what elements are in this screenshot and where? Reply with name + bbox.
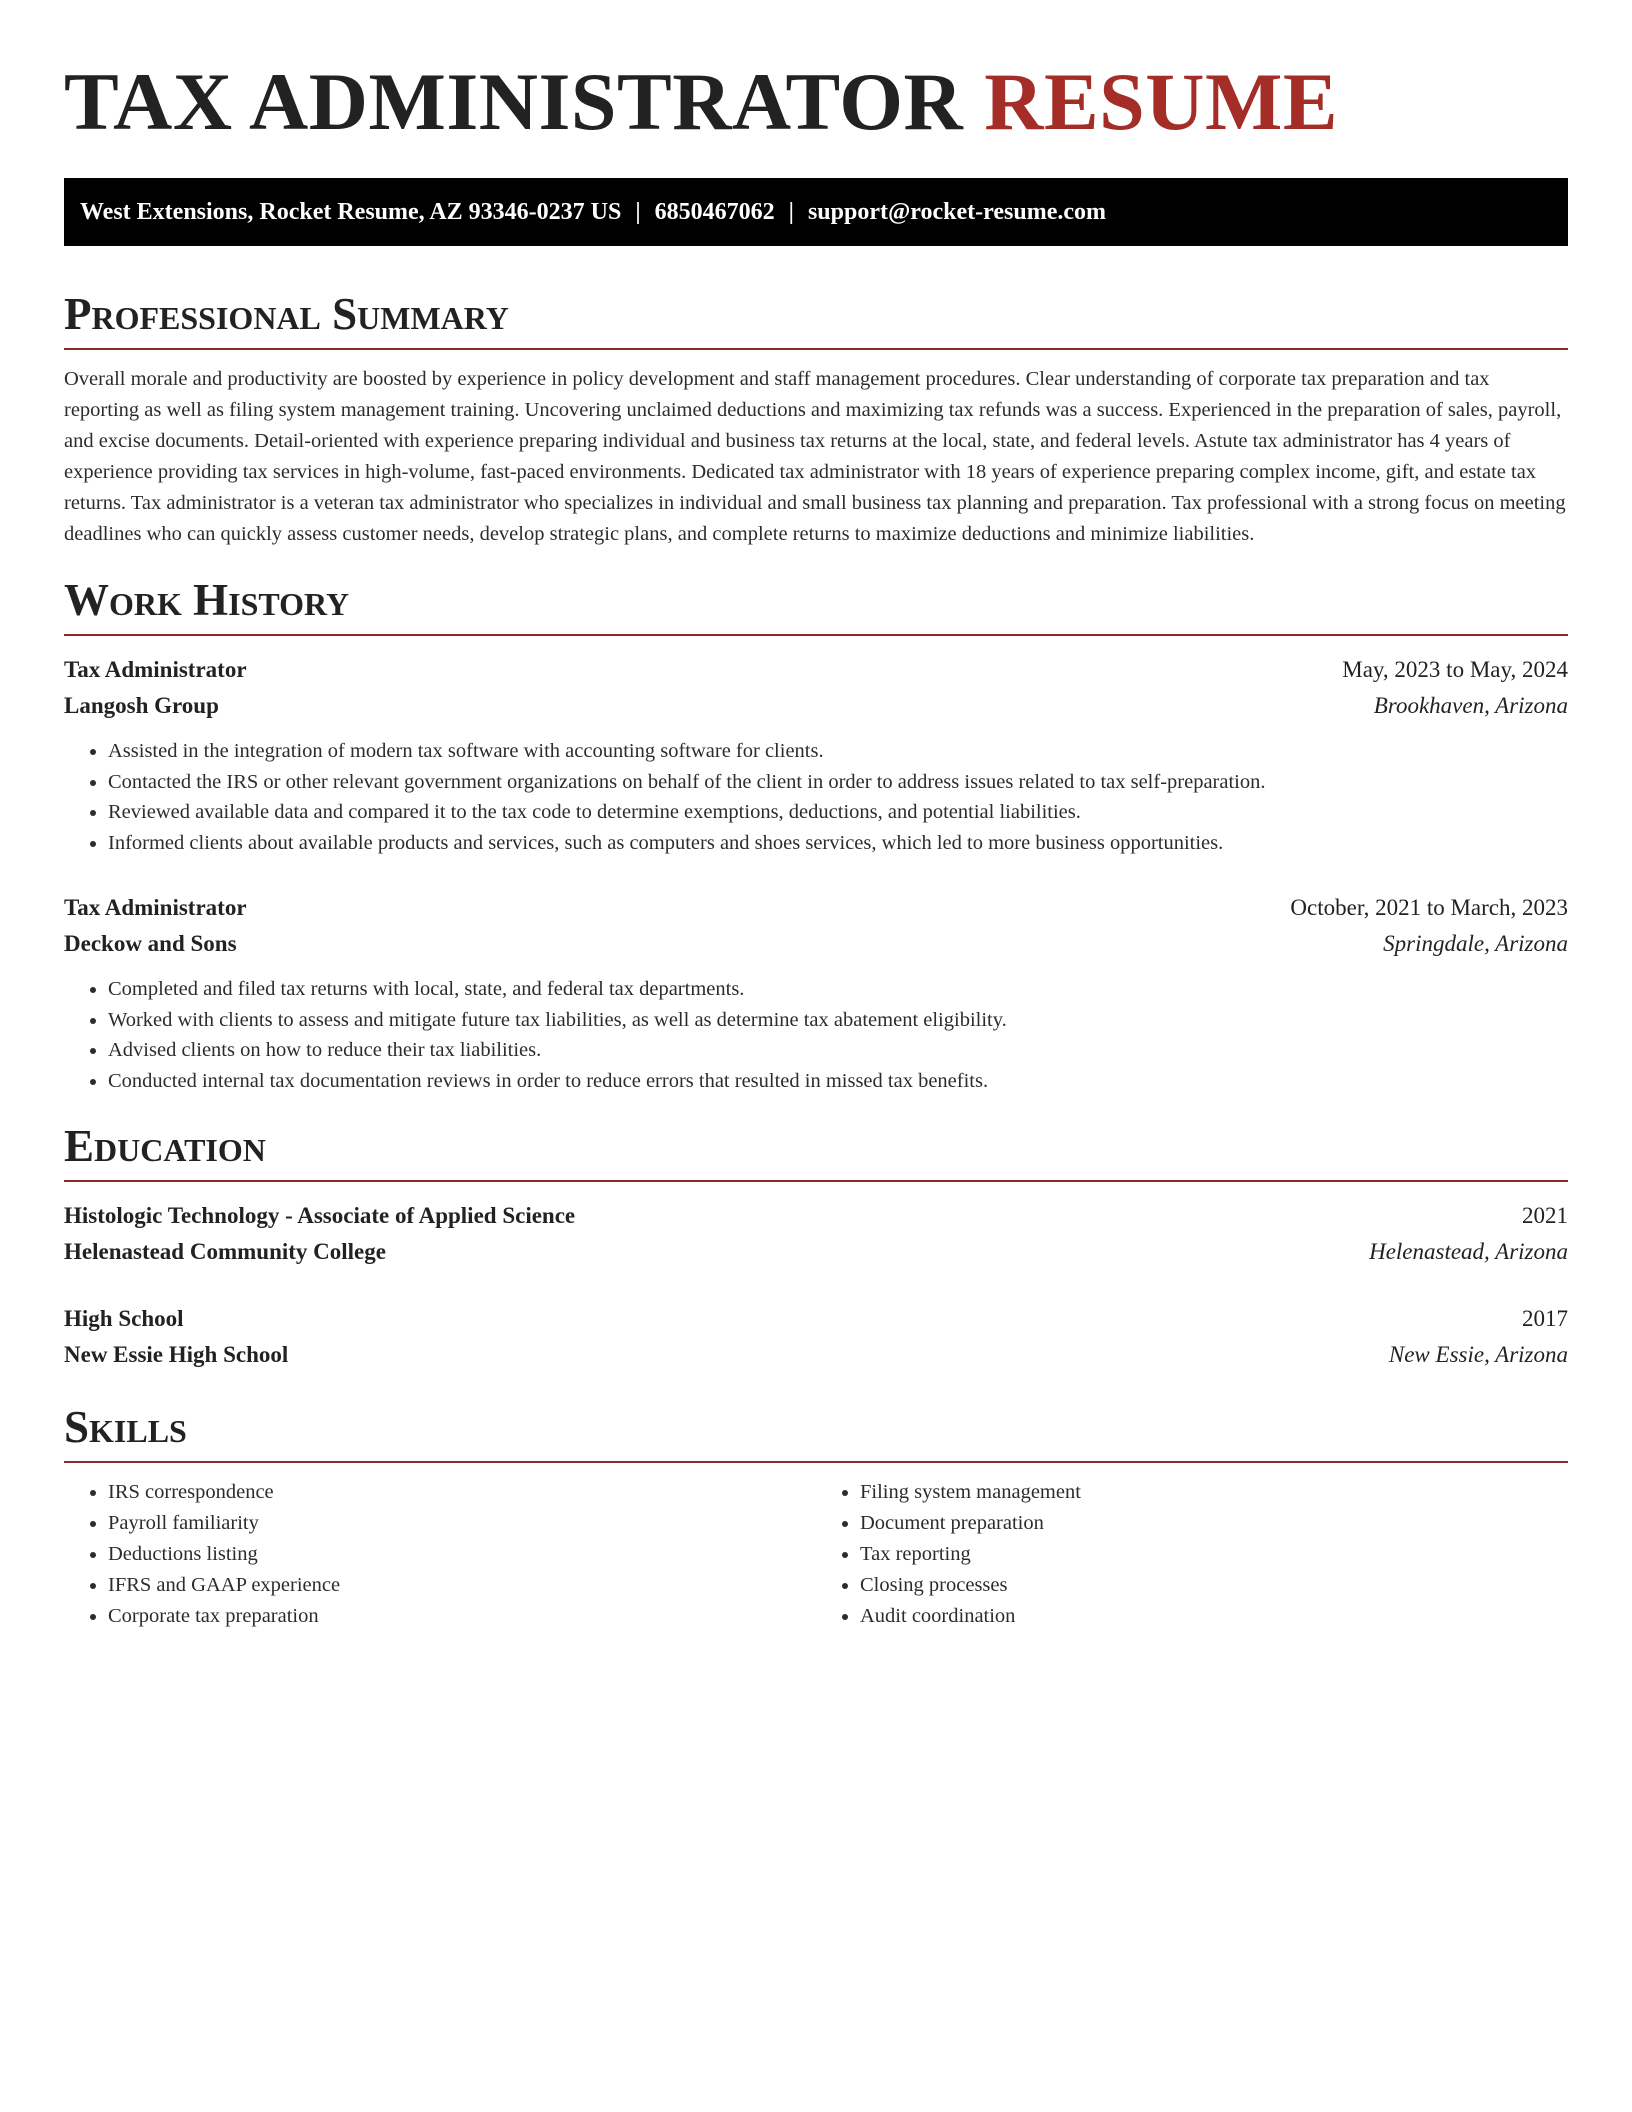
section-divider xyxy=(64,1180,1568,1182)
education-header xyxy=(64,1301,1568,1337)
skill-item: • Filing system management xyxy=(860,1477,1568,1508)
job-duties xyxy=(64,736,1568,858)
skill-item: • Corporate tax preparation xyxy=(108,1601,816,1632)
job-location: Brookhaven, Arizona xyxy=(1373,693,1568,718)
contact-phone[interactable]: 6850467062 xyxy=(654,199,775,225)
skill-item: • Deductions listing xyxy=(108,1539,816,1570)
duty-item: • Worked with clients to assess and mitigate future tax liabilities, as well as determine tax abatement eligibility. xyxy=(108,1005,1568,1036)
contact-address: West Extensions, Rocket Resume, AZ 93346-0237 US xyxy=(80,199,622,225)
section-title-skills: Skills xyxy=(64,1402,187,1452)
job-dates: October, 2021 to March, 2023 xyxy=(1290,895,1568,920)
education-school: New Essie High School xyxy=(64,1342,289,1367)
job-subheader xyxy=(64,926,1568,962)
duty-item: • Informed clients about available products and services, such as computers and shoes services, which led to more business opportunities. xyxy=(108,828,1568,859)
education-year: 2021 xyxy=(1522,1203,1568,1228)
education-degree: High School xyxy=(64,1306,184,1331)
job-title: Tax Administrator xyxy=(64,657,247,682)
skills-list-right xyxy=(816,1477,1568,1632)
section-title-education: Education xyxy=(64,1121,266,1171)
education-year: 2017 xyxy=(1522,1306,1568,1331)
section-title-summary: Professional Summary xyxy=(64,289,509,339)
skill-item: • Payroll familiarity xyxy=(108,1508,816,1539)
job-header xyxy=(64,890,1568,926)
education-location: New Essie, Arizona xyxy=(1388,1342,1568,1367)
education-entry xyxy=(64,1198,1568,1270)
summary-section xyxy=(64,286,1568,550)
work-section xyxy=(64,572,1568,1096)
title-main: TAX ADMINISTRATOR xyxy=(64,56,964,147)
duty-item: • Assisted in the integration of modern tax software with accounting software for clients. xyxy=(108,736,1568,767)
skill-item: • IRS correspondence xyxy=(108,1477,816,1508)
title-accent: RESUME xyxy=(984,56,1339,147)
contact-separator: | xyxy=(788,199,794,225)
skill-item: • Document preparation xyxy=(860,1508,1568,1539)
education-degree: Histologic Technology - Associate of Applied Science xyxy=(64,1203,576,1228)
job-header xyxy=(64,652,1568,688)
section-divider xyxy=(64,634,1568,636)
education-header xyxy=(64,1198,1568,1234)
section-title-work: Work History xyxy=(64,575,350,625)
education-section xyxy=(64,1118,1568,1373)
job-duties xyxy=(64,974,1568,1096)
job-subheader xyxy=(64,688,1568,724)
education-subheader xyxy=(64,1234,1568,1270)
education-subheader xyxy=(64,1337,1568,1373)
job-company: Deckow and Sons xyxy=(64,931,237,956)
resume-page xyxy=(64,0,1568,1632)
education-entry xyxy=(64,1301,1568,1373)
job-dates: May, 2023 to May, 2024 xyxy=(1342,657,1568,682)
contact-email[interactable]: support@rocket-resume.com xyxy=(807,199,1106,225)
section-divider xyxy=(64,348,1568,350)
job-entry xyxy=(64,890,1568,1096)
duty-item: • Conducted internal tax documentation reviews in order to reduce errors that resulted in missed tax benefits. xyxy=(108,1066,1568,1097)
skills-section xyxy=(64,1399,1568,1632)
job-location: Springdale, Arizona xyxy=(1383,931,1568,956)
skills-columns xyxy=(64,1477,1568,1632)
duty-item: • Advised clients on how to reduce their tax liabilities. xyxy=(108,1035,1568,1066)
skills-list-left xyxy=(64,1477,816,1632)
skill-item: • IFRS and GAAP experience xyxy=(108,1570,816,1601)
contact-separator: | xyxy=(635,199,641,225)
skill-item: • Closing processes xyxy=(860,1570,1568,1601)
skill-item: • Tax reporting xyxy=(860,1539,1568,1570)
education-school: Helenastead Community College xyxy=(64,1239,386,1264)
job-entry xyxy=(64,652,1568,858)
section-divider xyxy=(64,1461,1568,1463)
duty-item: • Completed and filed tax returns with local, state, and federal tax departments. xyxy=(108,974,1568,1005)
summary-text: Overall morale and productivity are boosted by experience in policy development and staff management procedures. Clear understanding of corporate tax preparation and tax reporting as well as filing system management training. Uncovering unclaimed deductions and maximizing tax refunds was a success. Experienced in the preparation of sales, payroll, and excise documents. Detail-oriented with experience preparing individual and business tax returns at the local, state, and federal levels. Astute tax administrator has 4 years of experience providing tax services in high-volume, fast-paced environments. Dedicated tax administrator with 18 years of experience preparing complex income, gift, and estate tax returns. Tax administrator is a veteran tax administrator who specializes in individual and small business tax planning and preparation. Tax professional with a strong focus on meeting deadlines who can quickly assess customer needs, develop strategic plans, and complete returns to maximize deductions and minimize liabilities. xyxy=(64,368,1566,545)
skill-item: • Audit coordination xyxy=(860,1601,1568,1632)
duty-item: • Contacted the IRS or other relevant government organizations on behalf of the client in order to address issues related to tax self-preparation. xyxy=(108,767,1568,798)
education-location: Helenastead, Arizona xyxy=(1369,1239,1568,1264)
contact-bar xyxy=(64,178,1568,246)
job-company: Langosh Group xyxy=(64,693,219,718)
job-title: Tax Administrator xyxy=(64,895,247,920)
resume-title xyxy=(64,52,1568,152)
duty-item: • Reviewed available data and compared it to the tax code to determine exemptions, deductions, and potential liabilities. xyxy=(108,797,1568,828)
